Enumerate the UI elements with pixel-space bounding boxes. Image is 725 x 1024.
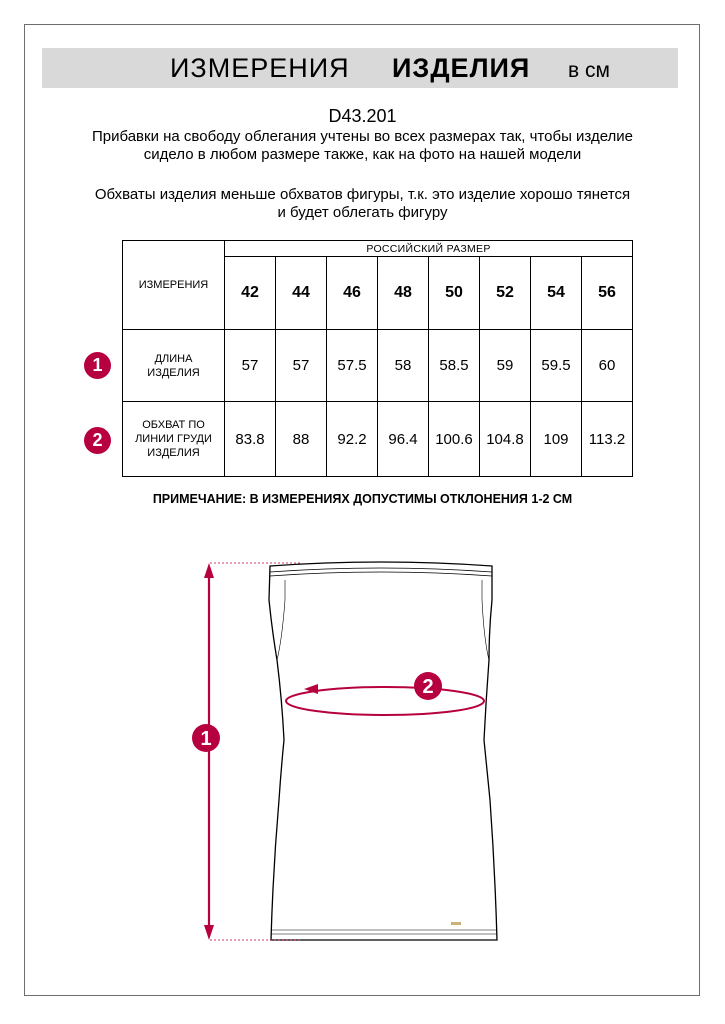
table-cell: 83.8 bbox=[225, 402, 276, 477]
size-header: 50 bbox=[429, 257, 480, 330]
table-cell: 58.5 bbox=[429, 330, 480, 402]
garment-outline bbox=[269, 562, 497, 940]
brand-tag-icon bbox=[451, 922, 461, 925]
size-header: 48 bbox=[378, 257, 429, 330]
length-marker-text: 1 bbox=[200, 728, 212, 750]
size-header: 42 bbox=[225, 257, 276, 330]
table-cell: 96.4 bbox=[378, 402, 429, 477]
size-header: 44 bbox=[276, 257, 327, 330]
table-cell: 60 bbox=[582, 330, 633, 402]
product-code: D43.201 bbox=[328, 106, 397, 126]
row-marker-chest: 2 bbox=[84, 427, 111, 454]
size-header: 46 bbox=[327, 257, 378, 330]
chest-marker-text: 2 bbox=[422, 676, 434, 698]
title-bold: ИЗДЕЛИЯ bbox=[392, 53, 531, 83]
size-header: 52 bbox=[480, 257, 531, 330]
table-cell: 59 bbox=[480, 330, 531, 402]
row-marker-length: 1 bbox=[84, 352, 111, 379]
fit-note: Обхваты изделия меньше обхватов фигуры, т.к. это изделие хорошо тянется и будет облегать фигуру bbox=[94, 186, 631, 221]
size-header: 56 bbox=[582, 257, 633, 330]
table-cell: 92.2 bbox=[327, 402, 378, 477]
table-cell: 113.2 bbox=[582, 402, 633, 477]
title-regular: ИЗМЕРЕНИЯ bbox=[170, 53, 350, 83]
chest-measure-ellipse bbox=[286, 684, 484, 715]
table-cell: 57.5 bbox=[327, 330, 378, 402]
row-label-chest: ОБХВАТ ПО ЛИНИИ ГРУДИ ИЗДЕЛИЯ bbox=[123, 402, 225, 477]
table-cell: 59.5 bbox=[531, 330, 582, 402]
table-cell: 109 bbox=[531, 402, 582, 477]
units-label: в см bbox=[568, 59, 610, 82]
size-header: 54 bbox=[531, 257, 582, 330]
table-cell: 100.6 bbox=[429, 402, 480, 477]
table-cell: 58 bbox=[378, 330, 429, 402]
tolerance-remark: ПРИМЕЧАНИЕ: В ИЗМЕРЕНИЯХ ДОПУСТИМЫ ОТКЛОНЕНИЯ 1-2 СМ bbox=[152, 492, 573, 506]
table-cell: 88 bbox=[276, 402, 327, 477]
table-cell: 104.8 bbox=[480, 402, 531, 477]
ease-note: Прибавки на свободу облегания учтены во всех размерах так, чтобы изделие сидело в любом размере также, как на фото на нашей модели bbox=[91, 128, 634, 163]
table-cell: 57 bbox=[276, 330, 327, 402]
row-label-length: ДЛИНА ИЗДЕЛИЯ bbox=[123, 330, 225, 402]
table-cell: 57 bbox=[225, 330, 276, 402]
measurements-header: ИЗМЕРЕНИЯ bbox=[123, 241, 225, 330]
size-system-header: РОССИЙСКИЙ РАЗМЕР bbox=[225, 241, 633, 257]
